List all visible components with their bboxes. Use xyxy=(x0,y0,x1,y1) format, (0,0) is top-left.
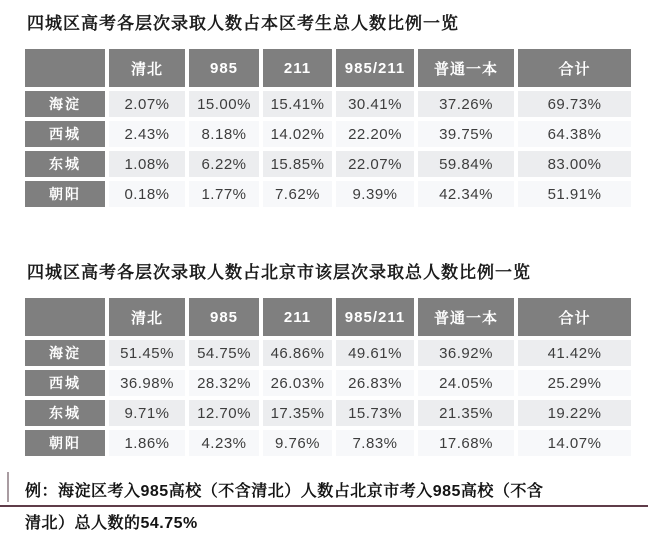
corner-cell xyxy=(25,49,105,87)
data-cell: 54.75% xyxy=(189,340,259,366)
data-cell: 51.45% xyxy=(109,340,185,366)
table-row xyxy=(25,151,631,177)
footer-line-2: 清北）总人数的54.75% xyxy=(25,515,198,532)
data-cell: 41.42% xyxy=(518,340,631,366)
row-label: 朝阳 xyxy=(25,181,105,207)
data-cell: 15.41% xyxy=(263,91,332,117)
data-cell: 64.38% xyxy=(518,121,631,147)
data-cell: 9.76% xyxy=(263,430,332,456)
data-cell: 42.34% xyxy=(418,181,514,207)
data-cell: 14.02% xyxy=(263,121,332,147)
data-cell: 69.73% xyxy=(518,91,631,117)
data-cell: 25.29% xyxy=(518,370,631,396)
data-cell: 15.73% xyxy=(336,400,414,426)
data-cell: 28.32% xyxy=(189,370,259,396)
data-cell: 21.35% xyxy=(418,400,514,426)
footer-line-1: 例：海淀区考入985高校（不含清北）人数占北京市考入985高校（不含 xyxy=(0,478,648,507)
column-header: 合计 xyxy=(518,49,631,87)
data-cell: 36.92% xyxy=(418,340,514,366)
column-header: 普通一本 xyxy=(418,298,514,336)
row-label: 东城 xyxy=(25,400,105,426)
section-city-share xyxy=(25,258,648,460)
table-city-share xyxy=(21,294,635,460)
data-cell: 30.41% xyxy=(336,91,414,117)
data-cell: 24.05% xyxy=(418,370,514,396)
data-cell: 1.77% xyxy=(189,181,259,207)
data-cell: 4.23% xyxy=(189,430,259,456)
table-row xyxy=(25,121,631,147)
data-cell: 22.20% xyxy=(336,121,414,147)
footer-example-note xyxy=(0,478,648,533)
column-header: 普通一本 xyxy=(418,49,514,87)
data-cell: 15.85% xyxy=(263,151,332,177)
column-header: 清北 xyxy=(109,298,185,336)
column-header: 985 xyxy=(189,298,259,336)
table-row xyxy=(25,181,631,207)
column-header: 985/211 xyxy=(336,298,414,336)
data-cell: 12.70% xyxy=(189,400,259,426)
column-header: 合计 xyxy=(518,298,631,336)
data-cell: 51.91% xyxy=(518,181,631,207)
data-cell: 22.07% xyxy=(336,151,414,177)
data-cell: 2.07% xyxy=(109,91,185,117)
data-cell: 1.86% xyxy=(109,430,185,456)
data-cell: 9.71% xyxy=(109,400,185,426)
row-label: 西城 xyxy=(25,370,105,396)
table-row xyxy=(25,91,631,117)
data-cell: 36.98% xyxy=(109,370,185,396)
row-label: 西城 xyxy=(25,121,105,147)
table-title-city-share: 四城区高考各层次录取人数占北京市该层次录取总人数比例一览 xyxy=(27,263,531,282)
table-district-share xyxy=(21,45,635,211)
data-cell: 37.26% xyxy=(418,91,514,117)
row-label: 东城 xyxy=(25,151,105,177)
table-row xyxy=(25,430,631,456)
table-row xyxy=(25,400,631,426)
data-cell: 14.07% xyxy=(518,430,631,456)
data-cell: 83.00% xyxy=(518,151,631,177)
data-cell: 15.00% xyxy=(189,91,259,117)
column-header: 985 xyxy=(189,49,259,87)
data-cell: 49.61% xyxy=(336,340,414,366)
data-cell: 2.43% xyxy=(109,121,185,147)
table-row xyxy=(25,370,631,396)
header-row xyxy=(25,298,631,336)
data-cell: 17.68% xyxy=(418,430,514,456)
corner-cell xyxy=(25,298,105,336)
left-edge-tick-divider xyxy=(7,472,9,502)
column-header: 清北 xyxy=(109,49,185,87)
data-cell: 0.18% xyxy=(109,181,185,207)
row-label: 海淀 xyxy=(25,91,105,117)
data-cell: 7.62% xyxy=(263,181,332,207)
section-district-share xyxy=(25,9,648,211)
row-label: 海淀 xyxy=(25,340,105,366)
data-cell: 26.83% xyxy=(336,370,414,396)
table-row xyxy=(25,340,631,366)
data-cell: 19.22% xyxy=(518,400,631,426)
data-cell: 7.83% xyxy=(336,430,414,456)
data-cell: 39.75% xyxy=(418,121,514,147)
column-header: 211 xyxy=(263,49,332,87)
data-cell: 9.39% xyxy=(336,181,414,207)
column-header: 211 xyxy=(263,298,332,336)
data-cell: 59.84% xyxy=(418,151,514,177)
header-row xyxy=(25,49,631,87)
data-cell: 1.08% xyxy=(109,151,185,177)
data-cell: 17.35% xyxy=(263,400,332,426)
table-title-district-share: 四城区高考各层次录取人数占本区考生总人数比例一览 xyxy=(27,14,459,33)
data-cell: 46.86% xyxy=(263,340,332,366)
data-cell: 8.18% xyxy=(189,121,259,147)
row-label: 朝阳 xyxy=(25,430,105,456)
data-cell: 6.22% xyxy=(189,151,259,177)
data-cell: 26.03% xyxy=(263,370,332,396)
column-header: 985/211 xyxy=(336,49,414,87)
